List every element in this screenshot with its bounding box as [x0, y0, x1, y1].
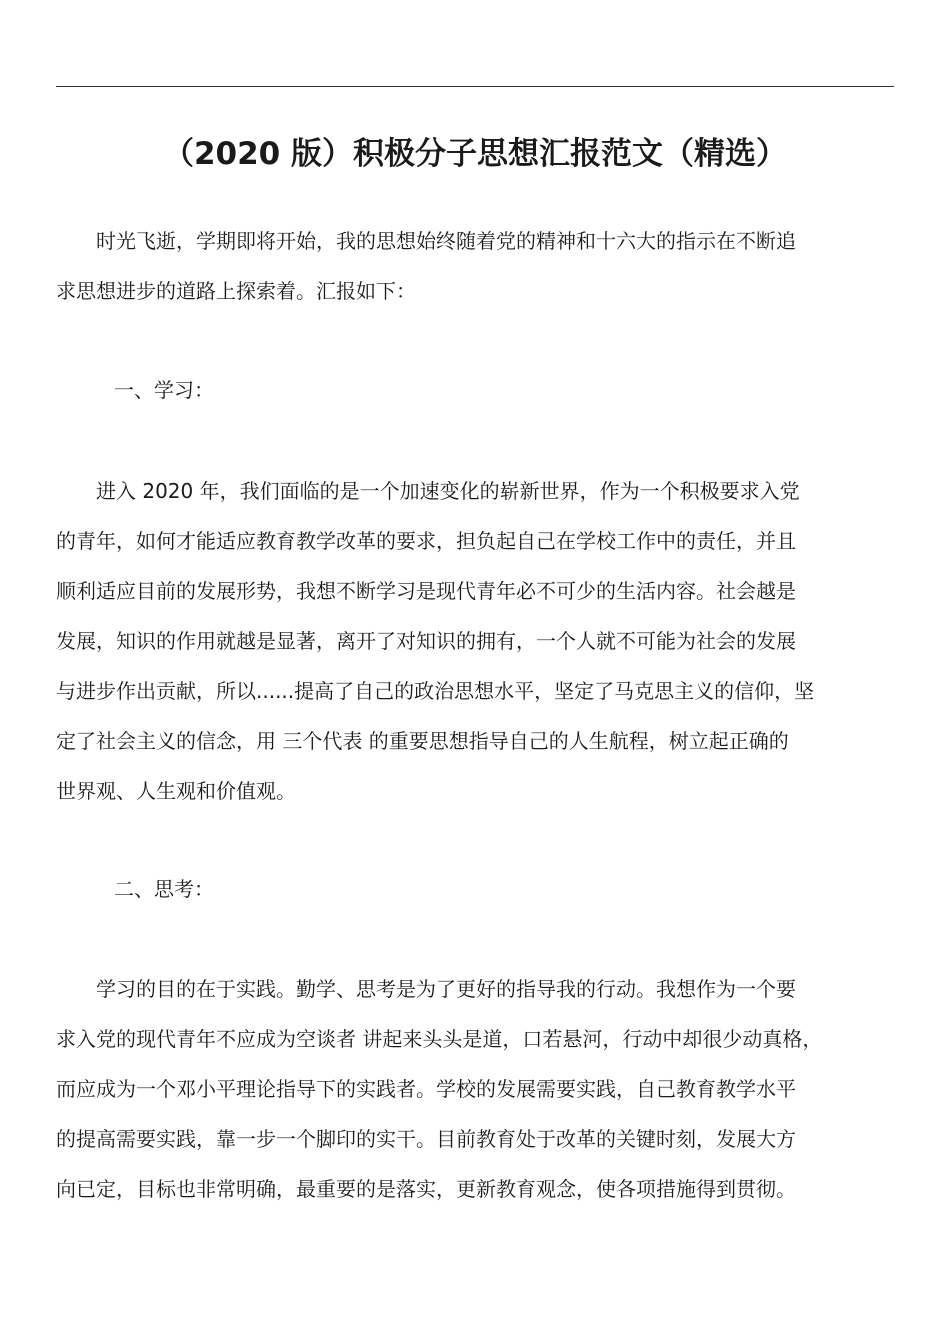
paragraph-line: 与进步作出贡献，所以......提高了自己的政治思想水平，坚定了马克思主义的信仰，坚 [56, 679, 815, 703]
paragraph-line: 学习的目的在于实践。勤学、思考是为了更好的指导我的行动。我想作为一个要 [96, 977, 796, 1001]
header-rule [56, 86, 894, 87]
paragraph-line: 求思想进步的道路上探索着。汇报如下： [56, 279, 416, 303]
study-paragraph [56, 466, 894, 816]
paragraph-line: 发展，知识的作用就越是显著，离开了对知识的拥有，一个人就不可能为社会的发展 [56, 629, 796, 653]
section-heading-thinking: 二、思考： [114, 877, 214, 901]
paragraph-line: 的青年，如何才能适应教育教学改革的要求，担负起自己在学校工作中的责任，并且 [56, 529, 796, 553]
paragraph-line: 的提高需要实践，靠一步一个脚印的实干。目前教育处于改革的关键时刻，发展大方 [56, 1127, 796, 1151]
section-heading-study: 一、学习： [114, 378, 214, 402]
paragraph-line: 时光飞逝，学期即将开始，我的思想始终随着党的精神和十六大的指示在不断追 [96, 229, 796, 253]
paragraph-line: 顺利适应目前的发展形势，我想不断学习是现代青年必不可少的生活内容。社会越是 [56, 579, 796, 603]
intro-paragraph [56, 216, 894, 316]
paragraph-line: 而应成为一个邓小平理论指导下的实践者。学校的发展需要实践，自己教育教学水平 [56, 1077, 796, 1101]
paragraph-line: 进入 2020 年，我们面临的是一个加速变化的崭新世界，作为一个积极要求入党 [96, 479, 800, 503]
paragraph-line: 求入党的现代青年不应成为空谈者 讲起来头头是道，口若悬河，行动中却很少动真格， [56, 1027, 823, 1051]
document-title: （2020 版）积极分子思想汇报范文（精选） [162, 136, 788, 172]
thinking-paragraph [56, 964, 894, 1214]
paragraph-line: 向已定，目标也非常明确，最重要的是落实，更新教育观念，使各项措施得到贯彻。 [56, 1177, 796, 1201]
paragraph-line: 世界观、人生观和价值观。 [56, 779, 296, 803]
paragraph-line: 定了社会主义的信念，用 三个代表 的重要思想指导自己的人生航程，树立起正确的 [56, 729, 789, 753]
